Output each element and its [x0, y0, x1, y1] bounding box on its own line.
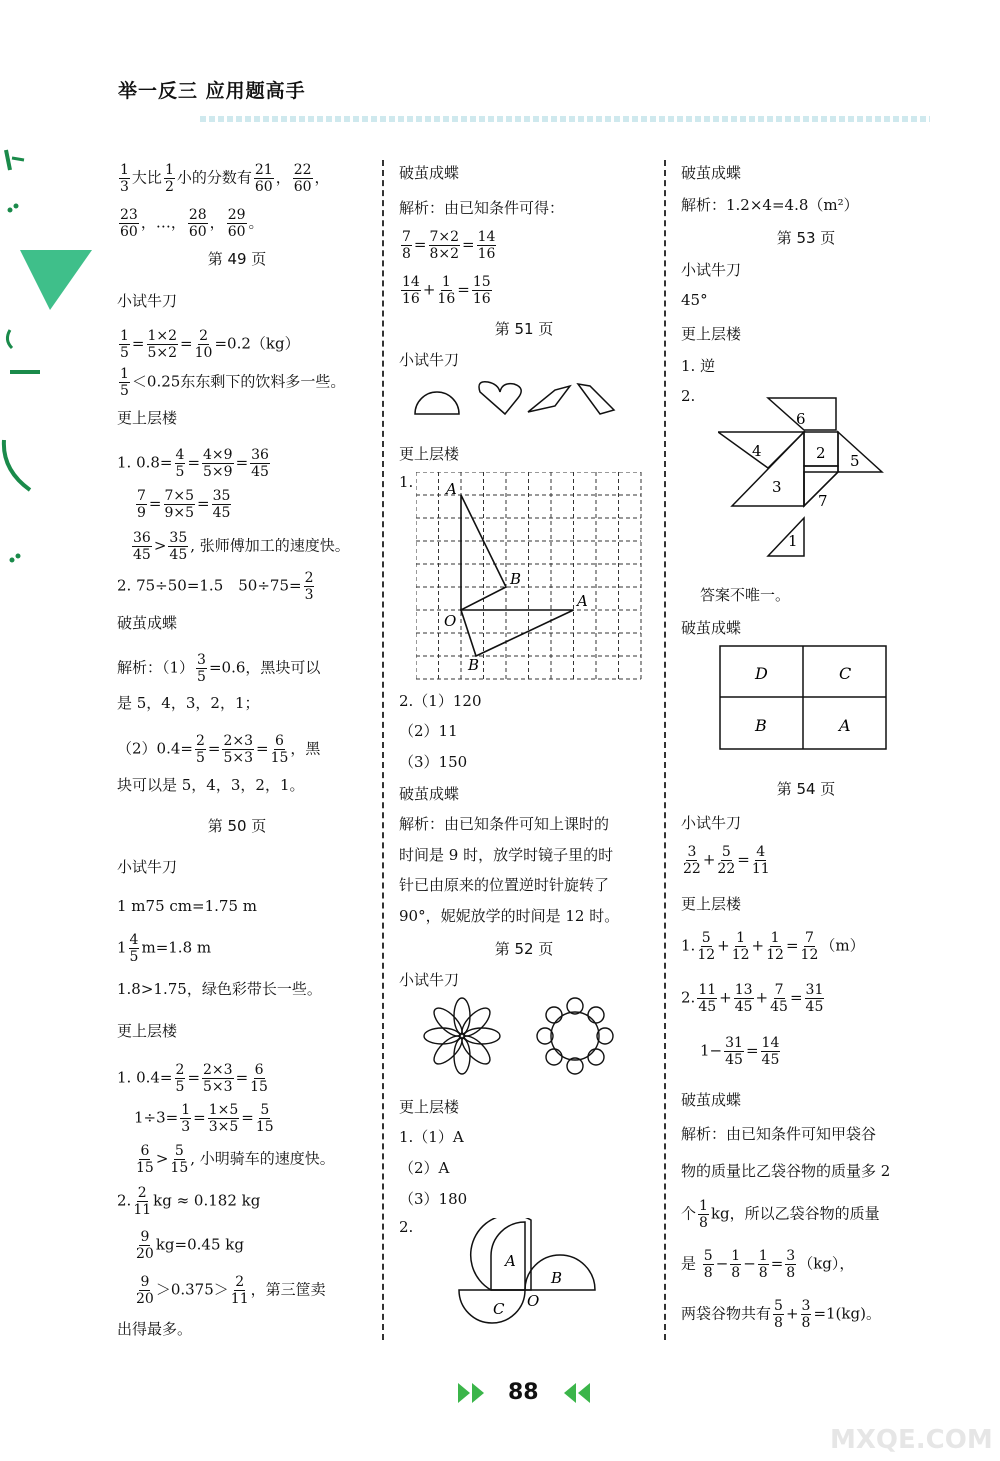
- semicircles-figure: [455, 1218, 605, 1330]
- header-title: 举一反三 应用题高手: [118, 80, 306, 102]
- section-heading: 更上层楼: [117, 409, 178, 427]
- answer-line: 1 $\frac{4}{5}$ m=1.8 m: [117, 932, 212, 966]
- page-arrows-left-icon: [456, 1380, 492, 1406]
- header-rule: [200, 116, 930, 122]
- answer-line: $\frac{6}{15}$ > $\frac{5}{15}$ , 小明骑车的速度快。: [136, 1143, 335, 1177]
- answer-line: 解析：由已知条件可知上课时的: [399, 815, 610, 833]
- answer-line: $\frac{1}{5}$ ＜0.25东东剩下的饮料多一些。: [120, 366, 346, 400]
- section-heading: 更上层楼: [399, 1098, 460, 1116]
- answer-line: 1 m75 cm=1.75 m: [117, 897, 257, 915]
- point-O-label: O: [444, 612, 457, 630]
- section-heading: 破茧成蝶: [681, 1091, 742, 1109]
- p49-intro-line-2: $\frac{23}{60}$ ，…， $\frac{28}{60}$ ， $\frac{29}{60}$ 。: [120, 207, 264, 241]
- answer-line: 解析：（1） $\frac{3}{5}$ =0.6，黑块可以: [117, 652, 321, 686]
- column-separator-1: [382, 160, 384, 1340]
- grid-rotation-figure: [416, 472, 642, 682]
- point-A-label: A: [446, 480, 457, 498]
- answer-line: 解析：由已知条件可知甲袋谷: [681, 1125, 877, 1143]
- answer-line: $\frac{3}{22}$ + $\frac{5}{22}$ = $\frac{4}{11}$: [683, 844, 770, 878]
- page-49-heading: 第 49 页: [207, 250, 267, 268]
- region-B-label: B: [551, 1269, 563, 1287]
- answer-line: 2. $\frac{2}{11}$ kg ≈ 0.182 kg: [117, 1185, 261, 1219]
- answer-line: $\frac{36}{45}$ > $\frac{35}{45}$ , 张师傅加工的速度快。: [133, 530, 350, 564]
- piece-label: 6: [796, 410, 806, 428]
- answer-line: （3）150: [399, 753, 468, 771]
- abcd-grid-figure: [719, 645, 889, 751]
- page-53-heading: 第 53 页: [776, 229, 836, 247]
- answer-line: 1. $\frac{5}{12}$ + $\frac{1}{12}$ + $\frac{1}{12}$ = $\frac{7}{12}$ （m）: [681, 930, 865, 964]
- answer-line: $\frac{7}{8}$ = $\frac{7\times 2}{8\times 2}$ = $\frac{14}{16}$: [402, 229, 496, 263]
- region-A-label: A: [505, 1252, 516, 1270]
- answer-line: 出得最多。: [117, 1320, 193, 1338]
- question-label: 2.: [399, 1218, 414, 1236]
- tangram-fish-figure: [718, 392, 886, 558]
- answer-line: 1− $\frac{31}{45}$ = $\frac{14}{45}$: [700, 1035, 780, 1069]
- answer-line: 1.（1）A: [399, 1128, 464, 1146]
- section-heading: 小试牛刀: [117, 292, 178, 310]
- section-heading: 更上层楼: [399, 445, 460, 463]
- answer-line: 个 $\frac{1}{8}$ kg，所以乙袋谷物的质量: [681, 1198, 880, 1232]
- section-heading: 小试牛刀: [681, 814, 742, 832]
- shapes-figure: [410, 378, 620, 420]
- page-number: 88: [508, 1380, 539, 1405]
- point-B-label: B: [510, 570, 522, 588]
- answer-line: （2）11: [399, 722, 458, 740]
- answer-line: $\frac{9}{20}$ ＞0.375＞ $\frac{2}{11}$ ，第三筐卖: [136, 1274, 326, 1308]
- answer-line: 答案不唯一。: [700, 586, 791, 604]
- section-heading: 破茧成蝶: [681, 164, 742, 182]
- answer-line: 90°，妮妮放学的时间是 12 时。: [399, 907, 620, 925]
- column-separator-2: [664, 160, 666, 1340]
- answer-line: （3）180: [399, 1190, 468, 1208]
- region-C-label: C: [493, 1300, 505, 1318]
- answer-line: 2.（1）120: [399, 692, 482, 710]
- answer-line: 2. $\frac{11}{45}$ + $\frac{13}{45}$ + $\frac{7}{45}$ = $\frac{31}{45}$: [681, 982, 824, 1016]
- answer-line: 解析：由已知条件可得：: [399, 199, 565, 217]
- page-arrows-right-icon: [560, 1380, 596, 1406]
- section-heading: 小试牛刀: [399, 351, 460, 369]
- answer-line: 两袋谷物共有 $\frac{5}{8}$ + $\frac{3}{8}$ =1(kg)。: [681, 1298, 881, 1332]
- answer-line: $\frac{9}{20}$ kg=0.45 kg: [136, 1229, 244, 1263]
- answer-line: 1÷3= $\frac{1}{3}$ = $\frac{1\times 5}{3\times 5}$ = $\frac{5}{15}$: [134, 1102, 274, 1136]
- piece-label: 4: [752, 442, 762, 460]
- watermark: MXQE.COM: [830, 1425, 993, 1455]
- answer-line: 是 5，4，3，2，1；: [117, 694, 260, 712]
- piece-label: 1: [788, 532, 798, 550]
- page-51-heading: 第 51 页: [494, 320, 554, 338]
- section-heading: 破茧成蝶: [681, 619, 742, 637]
- answer-line: $\frac{7}{9}$ = $\frac{7\times 5}{9\times 5}$ = $\frac{35}{45}$: [137, 488, 231, 522]
- flower-figures: [420, 996, 640, 1078]
- answer-line: 1. 0.8= $\frac{4}{5}$ = $\frac{4\times 9}{5\times 9}$ = $\frac{36}{45}$: [117, 447, 269, 481]
- point-B-prime-label: B: [468, 656, 480, 674]
- answer-line: 针已由原来的位置逆时针旋转了: [399, 876, 610, 894]
- answer-line: 块可以是 5，4，3，2，1。: [117, 776, 305, 794]
- cell-label: C: [839, 664, 852, 683]
- left-decoration: [0, 140, 100, 580]
- section-heading: 破茧成蝶: [399, 785, 460, 803]
- answer-line: $\frac{14}{16}$ + $\frac{1}{16}$ = $\frac{15}{16}$: [402, 274, 491, 308]
- section-heading: 破茧成蝶: [399, 164, 460, 182]
- cell-label: A: [839, 716, 851, 735]
- section-heading: 更上层楼: [681, 325, 742, 343]
- triangle-shape: [20, 250, 92, 310]
- answer-line: 解析：1.2×4=4.8（m²）: [681, 196, 859, 214]
- point-O-label: O: [527, 1292, 540, 1310]
- answer-line: 1. 逆: [681, 357, 716, 375]
- section-heading: 更上层楼: [117, 1022, 178, 1040]
- answer-line: 45°: [681, 291, 708, 309]
- section-heading: 更上层楼: [681, 895, 742, 913]
- section-heading: 小试牛刀: [117, 858, 178, 876]
- question-label: 2.: [681, 387, 696, 405]
- piece-label: 7: [818, 492, 828, 510]
- page-50-heading: 第 50 页: [207, 817, 267, 835]
- section-heading: 小试牛刀: [399, 971, 460, 989]
- page-52-heading: 第 52 页: [494, 940, 554, 958]
- page-54-heading: 第 54 页: [776, 780, 836, 798]
- answer-line: 2. 75÷50=1.5 50÷75= $\frac{2}{3}$: [117, 570, 314, 604]
- cell-label: D: [755, 664, 768, 683]
- section-heading: 小试牛刀: [681, 261, 742, 279]
- answer-line: （2）0.4= $\frac{2}{5}$ = $\frac{2\times 3}{5\times 3}$ = $\frac{6}{15}$ ，黑: [117, 733, 321, 767]
- answer-line: （2）A: [399, 1159, 450, 1177]
- answer-line: 1.8>1.75，绿色彩带长一些。: [117, 980, 322, 998]
- answer-line: 是 $\frac{5}{8}$ − $\frac{1}{8}$ − $\frac{1}{8}$ = $\frac{3}{8}$ （kg），: [681, 1248, 855, 1282]
- section-heading: 破茧成蝶: [117, 614, 178, 632]
- p49-intro-line: $\frac{1}{3}$ 大比 $\frac{1}{2}$ 小的分数有 $\frac{21}{60}$ ， $\frac{22}{60}$ ，: [120, 162, 330, 196]
- piece-label: 5: [850, 452, 860, 470]
- answer-line: 物的质量比乙袋谷物的质量多 2: [681, 1162, 891, 1180]
- point-A-prime-label: A: [577, 592, 588, 610]
- answer-line: 1. 0.4= $\frac{2}{5}$ = $\frac{2\times 3}{5\times 3}$ = $\frac{6}{15}$: [117, 1062, 268, 1096]
- piece-label: 3: [772, 478, 782, 496]
- answer-line: $\frac{1}{5}$ = $\frac{1\times 2}{5\times 2}$ = $\frac{2}{10}$ =0.2（kg）: [120, 328, 300, 362]
- cell-label: B: [755, 716, 767, 735]
- answer-line: 时间是 9 时，放学时镜子里的时: [399, 846, 614, 864]
- question-label: 1.: [399, 473, 414, 491]
- piece-label: 2: [816, 444, 826, 462]
